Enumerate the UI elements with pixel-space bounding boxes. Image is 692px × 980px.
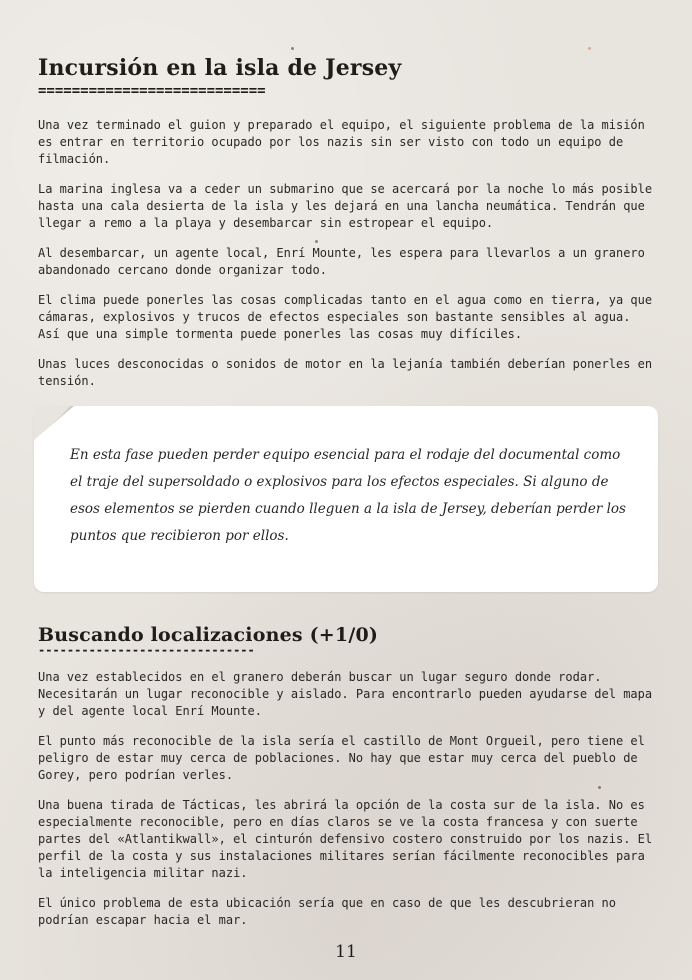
ink-speck bbox=[315, 240, 318, 243]
ink-speck bbox=[291, 47, 294, 50]
paragraph: Unas luces desconocidas o sonidos de motor en la lejanía también deberían ponerles en tensión. bbox=[38, 357, 653, 388]
paragraph: Una vez establecidos en el granero deberán buscar un lugar seguro donde rodar. Necesitarán un lugar reconocible y aislado. Para encontrarlo pueden ayudarse del mapa y del agente local Enrí Mounte. bbox=[38, 670, 653, 718]
ink-speck bbox=[588, 47, 591, 50]
paragraph: Una vez terminado el guion y preparado el equipo, el siguiente problema de la misión es entrar en territorio ocupado por los nazis sin ser visto con todo un equipo de filmación. bbox=[38, 118, 645, 166]
paragraph: El punto más reconocible de la isla sería el castillo de Mont Orgueil, pero tiene el peligro de estar muy cerca de poblaciones. No hay que estar muy cerca del pueblo de Gorey, pero podrían verles. bbox=[38, 734, 645, 782]
title-underline: =========================== bbox=[38, 85, 266, 97]
page-number: 11 bbox=[335, 942, 357, 962]
note-text: En esta fase pueden perder equipo esencial para el rodaje del documental como el traje del supersoldado o explosivos para los efectos especiales. Si alguno de esos elementos se pierden cuando lleguen a la isla de Jersey, deberían perder los puntos que recibieron por ellos. bbox=[70, 447, 626, 544]
paragraph: El clima puede ponerles las cosas complicadas tanto en el agua como en tierra, ya que cámaras, explosivos y trucos de efectos especiales son bastante sensibles al agua. Así que una simple tormenta puede ponerles las cosas muy difíciles. bbox=[38, 293, 653, 341]
title-underline: ------------------------------ bbox=[38, 646, 255, 654]
paragraph: El único problema de esta ubicación sería que en caso de que les descubrieran no podrían escapar hacia el mar. bbox=[38, 896, 616, 927]
paragraph: Una buena tirada de Tácticas, les abrirá la opción de la costa sur de la isla. No es especialmente reconocible, pero en días claros se ve la costa francesa y con suerte partes del «Atlantikwall», el cinturón defensivo costero construido por los nazis. El perfil de la costa y sus instalaciones militares serían fácilmente reconocibles para la inteligencia militar nazi. bbox=[38, 798, 653, 880]
paragraph: Al desembarcar, un agente local, Enrí Mounte, les espera para llevarlos a un granero abandonado cercano donde organizar todo. bbox=[38, 246, 645, 277]
ink-speck bbox=[598, 786, 601, 789]
section-title-localizaciones: Buscando localizaciones (+1/0) bbox=[38, 624, 379, 646]
paragraph: La marina inglesa va a ceder un submarino que se acercará por la noche lo más posible hasta una cala desierta de la isla y les dejará en una lancha neumática. Tendrán que llegar a remo a la playa y desembarcar sin estropear el equipo. bbox=[38, 182, 653, 230]
section-title-jersey: Incursión en la isla de Jersey bbox=[38, 55, 402, 81]
